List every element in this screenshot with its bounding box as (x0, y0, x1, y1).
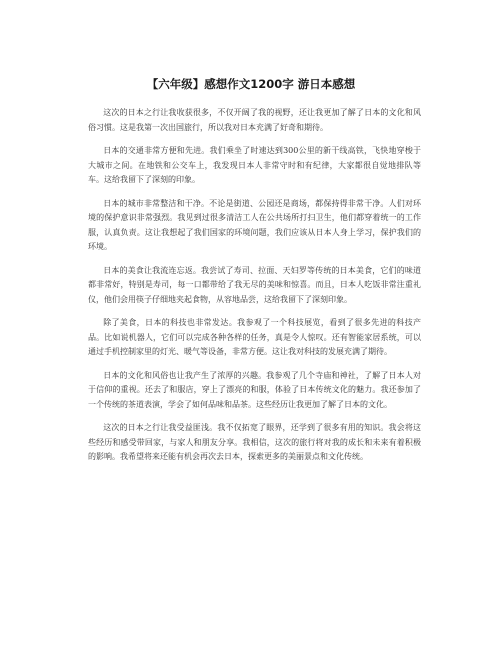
paragraph-1: 这次的日本之行让我收获很多，不仅开阔了我的视野，还让我更加了解了日本的文化和风俗习惯。这是我第一次出国旅行，所以我对日本充满了好奇和期待。 (88, 108, 421, 132)
document-title: 【六年级】感想作文1200字 游日本感想 (146, 77, 356, 91)
document-body (88, 106, 421, 474)
paragraph-6: 日本的文化和风俗也让我产生了浓厚的兴趣。我参观了几个寺庙和神社，了解了日本人对于信仰的重视。还去了和服店，穿上了漂亮的和服，体验了日本传统文化的魅力。我还参加了一个传统的茶道表演，学会了如何品味和品茶。这些经历让我更加了解了日本的文化。 (88, 370, 421, 409)
paragraph-2: 日本的交通非常方便和先进。我们乘坐了时速达到300公里的新干线高铁，飞快地穿梭于大城市之间。在地铁和公交车上，我发现日本人非常守时和有纪律，大家都很自觉地排队等车。这给我留下了深刻的印象。 (88, 146, 421, 184)
paragraph-3: 日本的城市非常整洁和干净。不论是街道、公园还是商场，都保持得非常干净。人们对环境的保护意识非常强烈。我见到过很多清洁工人在公共场所打扫卫生，他们都穿着统一的工作服，认真负责。这让我想起了我们国家的环境问题，我们应该从日本人身上学习，保护我们的环境。 (88, 198, 421, 251)
paragraph-7: 这次的日本之行让我受益匪浅。我不仅拓宽了眼界，还学到了很多有用的知识。我会将这些经历和感受带回家，与家人和朋友分享。我相信，这次的旅行将对我的成长和未来有着积极的影响。我希望将来还能有机会再次去日本，探索更多的美丽景点和文化传统。 (88, 423, 421, 461)
paragraph-5: 除了美食，日本的科技也非常发达。我参观了一个科技展览，看到了很多先进的科技产品。比如说机器人，它们可以完成各种各样的任务，真是令人惊叹。还有智能家居系统，可以通过手机控制家里的灯光、暖气等设备，非常方便。这让我对科技的发展充满了期待。 (88, 318, 421, 356)
paragraph-4: 日本的美食让我流连忘返。我尝试了寿司、拉面、天妇罗等传统的日本美食，它们的味道都非常好，特别是寿司，每一口都带给了我无尽的美味和惊喜。而且，日本人吃饭非常注重礼仪，他们会用筷子仔细地夹起食物，从容地品尝，这给我留下了深刻印象。 (88, 265, 421, 304)
